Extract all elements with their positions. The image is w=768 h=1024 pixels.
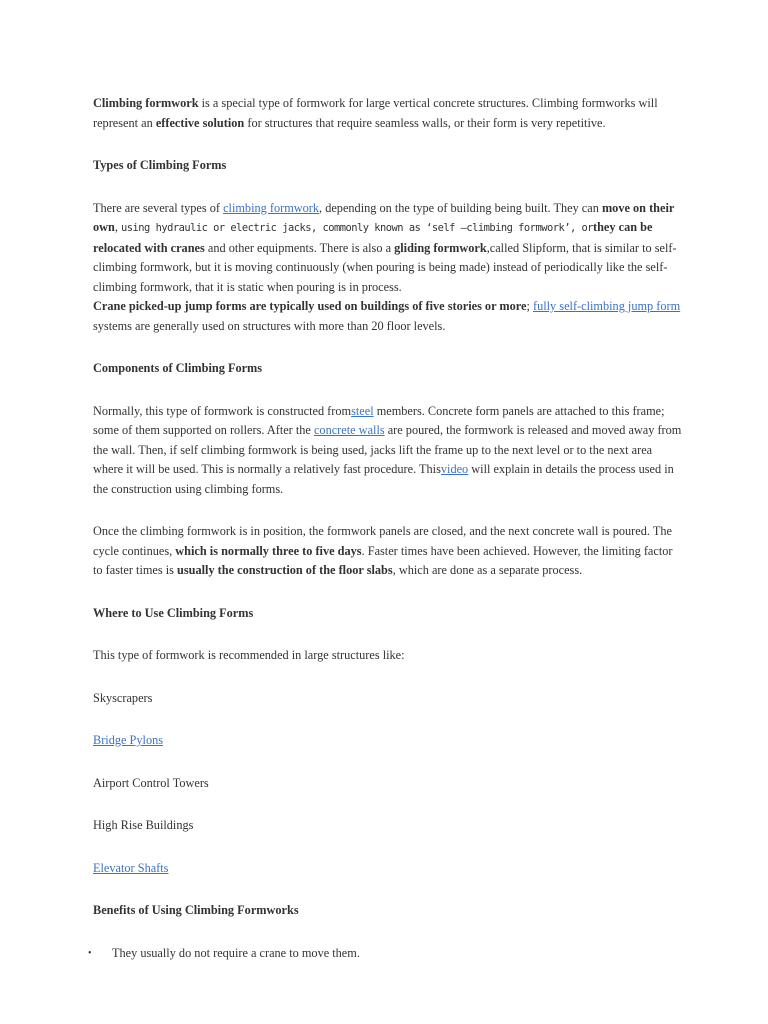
intro-paragraph: Climbing formwork is a special type of formwork for large vertical concrete structures. Climbing formworks will represent an effective solution for structures that require seamless walls, or their form is very repetitive. <box>93 96 658 130</box>
types-paragraph-2: Crane picked-up jump forms are typically used on buildings of five stories or more; fully self-climbing jump form systems are generally used on structures with more than 20 floor levels. <box>93 299 681 333</box>
link-video[interactable]: video <box>440 462 469 476</box>
link-fully-self-climbing-jump-form[interactable]: fully self-climbing jump form <box>532 299 681 313</box>
link-steel[interactable]: steel <box>351 403 374 418</box>
where-item-skyscrapers: Skyscrapers <box>93 690 153 705</box>
link-concrete-walls[interactable]: concrete walls <box>313 423 385 437</box>
link-bridge-pylons[interactable]: Bridge Pylons <box>93 733 164 747</box>
intro-bold-effective-solution: effective solution <box>155 115 245 130</box>
article-body <box>88 94 683 963</box>
heading-benefits: Benefits of Using Climbing Formworks <box>93 903 299 917</box>
heading-components: Components of Climbing Forms <box>93 361 263 375</box>
where-item-bridge-pylons <box>93 731 683 751</box>
types-paragraph-1: There are several types of climbing formwork, depending on the type of building being built. They can move on their own, using hydraulic or electric jacks, commonly known as ‘self –climbing formwork’, orthey can be relocated with cranes and other equipments. There is also a gliding formwork,called Slipform, that is similar to self-climbing formwork, but it is moving continuously (when pouring is being made) instead of periodically like the self-climbing formwork, that it is static when pouring is in process. <box>93 200 677 294</box>
link-elevator-shafts[interactable]: Elevator Shafts <box>93 860 169 875</box>
mono-text-span: using hydraulic or electric jacks, commonly known as ‘self –climbing formwork’, or <box>121 222 593 234</box>
list-item: • They usually do not require a crane to move them. <box>93 944 683 964</box>
link-climbing-formwork[interactable]: climbing formwork <box>223 200 320 215</box>
where-item-elevator-shafts <box>93 859 683 879</box>
benefits-list <box>88 944 683 964</box>
where-item-airport-control-towers: Airport Control Towers <box>93 775 209 790</box>
components-paragraph-2: Once the climbing formwork is in position, the formwork panels are closed, and the next concrete wall is poured. The cycle continues, which is normally three to five days. Faster times have been achieved. However, the limiting factor to faster times is usually the construction of the floor slabs, which are done as a separate process. <box>93 524 673 577</box>
heading-where-to-use: Where to Use Climbing Forms <box>93 605 254 620</box>
where-item-high-rise-buildings: High Rise Buildings <box>93 818 194 832</box>
where-intro: This type of formwork is recommended in large structures like: <box>93 648 405 662</box>
bullet-icon: • <box>88 947 92 959</box>
intro-bold-climbing-formwork: Climbing formwork <box>93 96 199 110</box>
heading-types: Types of Climbing Forms <box>93 158 227 172</box>
components-paragraph-1: Normally, this type of formwork is constructed fromsteel members. Concrete form panels are attached to this frame; some of them supported on rollers. After the concrete walls are poured, the formwork is released and moved away from the wall. Then, if self climbing formwork is being used, jacks lift the frame up to the next level or to the next area where it will be used. This is normally a relatively fast procedure. Thisvideo will explain in details the process used in the construction using climbing forms. <box>93 403 682 496</box>
